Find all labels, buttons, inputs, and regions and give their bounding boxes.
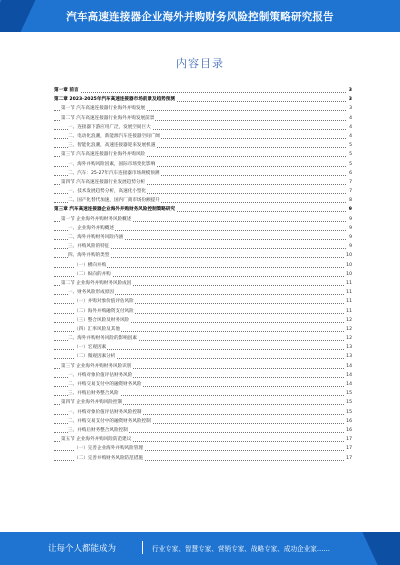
toc-entry-label: 第四节 汽车高速连接器行业发展趋势分析	[61, 179, 146, 185]
toc-entry[interactable]	[54, 242, 352, 251]
toc-entry-label: 三、并购风险的特征	[68, 244, 110, 250]
toc-entry[interactable]	[54, 205, 352, 214]
toc-entry-label: 四、海外并购的类型	[68, 253, 110, 259]
table-of-contents	[54, 86, 352, 463]
toc-entry[interactable]	[54, 95, 352, 104]
toc-entry-page: 11	[345, 279, 352, 288]
toc-entry-page: 8	[348, 196, 352, 205]
toc-entry-page: 4	[348, 132, 352, 141]
toc-entry-label: 第三节 汽车高速连接器行业海外并购风险	[61, 152, 146, 158]
footer-slogan: 让每个人都能成为	[48, 544, 117, 554]
toc-entry-page: 14	[345, 371, 352, 380]
toc-entry[interactable]	[54, 288, 352, 297]
report-title: 汽车高速连接器企业海外并购财务风险控制策略研究报告	[66, 11, 334, 23]
toc-entry[interactable]	[54, 150, 352, 159]
toc-entry-page: 9	[348, 215, 352, 224]
toc-entry-label: 三、并购后财务整合风险	[68, 391, 119, 397]
toc-entry-page: 12	[345, 316, 352, 325]
toc-entry-label: 第三节 企业海外并购财务风险识别	[61, 363, 132, 369]
toc-entry-page: 9	[348, 233, 352, 242]
toc-entry-label: （三）整合风险及财务风险	[74, 317, 130, 323]
toc-entry-page: 4	[348, 114, 352, 123]
toc-entry[interactable]	[54, 104, 352, 113]
toc-entry-page: 16	[345, 426, 352, 435]
toc-entry[interactable]	[54, 224, 352, 233]
toc-entry-page: 11	[345, 307, 352, 316]
toc-entry-page: 17	[345, 435, 352, 444]
toc-entry-page: 3	[348, 86, 352, 95]
toc-entry[interactable]	[54, 334, 352, 343]
toc-entry-label: （一）宏观因素	[74, 345, 107, 351]
toc-entry[interactable]	[54, 196, 352, 205]
toc-entry-page: 16	[345, 417, 352, 426]
toc-entry-label: （二）海外并购融资支付风险	[74, 308, 134, 314]
toc-entry[interactable]	[54, 380, 352, 389]
toc-entry[interactable]	[54, 169, 352, 178]
toc-entry[interactable]	[54, 215, 352, 224]
toc-entry-page: 10	[345, 261, 352, 270]
toc-entry[interactable]	[54, 343, 352, 352]
toc-entry-page: 5	[348, 141, 352, 150]
toc-entry[interactable]	[54, 352, 352, 361]
toc-entry[interactable]	[54, 362, 352, 371]
toc-entry-label: 第三章 汽车高速连接器企业海外并购财务风险控制策略研究	[54, 207, 176, 213]
toc-entry-label: 一、财务风险形成原因	[68, 290, 114, 296]
toc-entry-label: 一、并购对象价值评估财务风险控制	[68, 409, 142, 415]
toc-entry-page: 13	[345, 352, 352, 361]
toc-entry-page: 15	[345, 389, 352, 398]
toc-leader-dots	[54, 92, 346, 93]
toc-entry-label: 第一章 前言	[54, 88, 79, 93]
toc-heading: 内容目录	[176, 57, 224, 70]
toc-entry[interactable]	[54, 132, 352, 141]
toc-entry-label: 二、海外并购财务风险的影响因素	[68, 336, 137, 342]
toc-entry-label: 二、国产化替代加速，国内厂商市场份额提升	[68, 198, 160, 204]
toc-entry-label: 二、并购交易支付中的融资财务风险	[68, 382, 142, 387]
toc-entry[interactable]	[54, 233, 352, 242]
toc-entry[interactable]	[54, 86, 352, 95]
toc-entry-label: 三、智能化浪潮，高速连接器迎来发展机遇	[68, 143, 156, 149]
toc-entry-page: 6	[348, 169, 352, 178]
toc-entry-page: 11	[345, 288, 352, 297]
report-footer-bar	[0, 532, 400, 565]
toc-entry[interactable]	[54, 297, 352, 306]
toc-entry-label: 第二章 2023-2025年汽车高速连接器市场前景及趋势预测	[54, 97, 175, 103]
toc-entry-label: 第一节 汽车高速连接器行业海外并购发展	[61, 106, 146, 112]
toc-entry[interactable]	[54, 251, 352, 260]
toc-entry-label: （一）并购对象价值评估风险	[74, 299, 134, 305]
toc-entry-page: 11	[345, 297, 352, 306]
toc-entry-page: 9	[348, 224, 352, 233]
toc-entry-label: 第五节 企业海外并购风险防范建议	[61, 437, 132, 443]
toc-entry[interactable]	[54, 417, 352, 426]
toc-entry-label: 第四节 企业海外并购风险控制	[61, 400, 123, 406]
toc-entry[interactable]	[54, 454, 352, 463]
toc-entry-page: 14	[345, 362, 352, 371]
toc-entry-label: 二、电动化浪潮，新能源汽车连接器空间广阔	[68, 133, 160, 139]
footer-divider	[142, 541, 143, 554]
toc-entry-label: （二）微观因素分析	[74, 354, 116, 360]
toc-entry[interactable]	[54, 435, 352, 444]
toc-entry-label: 一、海外并购风险因素，国际市场变化影响	[68, 161, 156, 167]
toc-entry[interactable]	[54, 307, 352, 316]
toc-entry-page: 13	[345, 343, 352, 352]
toc-entry-label: 二、并购交易支付中的融资财务风险控制	[68, 418, 151, 424]
toc-entry[interactable]	[54, 389, 352, 398]
toc-entry-label: （四）汇率风险及其他	[74, 326, 120, 332]
footer-tagline: 行业专家、智慧专家、营销专家、战略专家、成功企业家……	[152, 545, 331, 553]
toc-entry[interactable]	[54, 261, 352, 270]
toc-entry[interactable]	[54, 270, 352, 279]
toc-entry-label: （一）完善企业海外并购风险管理	[74, 446, 143, 452]
toc-entry-page: 14	[345, 380, 352, 389]
toc-entry-label: 三、并购后财务整合风险控制	[68, 427, 128, 433]
toc-entry-label: （一）横向并购	[74, 262, 107, 268]
toc-entry-page: 17	[345, 444, 352, 453]
toc-entry-label: 第二节 汽车高速连接器行业海外并购发展前景	[61, 115, 155, 121]
toc-entry-page: 4	[348, 123, 352, 132]
toc-entry-label: 二、汽车：25-27年汽车连接器市场规模预测	[68, 170, 160, 176]
toc-entry-page: 15	[345, 408, 352, 417]
toc-entry[interactable]	[54, 444, 352, 453]
report-header-bar	[0, 0, 400, 32]
toc-entry-label: 一、企业海外并购概述	[68, 225, 114, 231]
toc-entry-label: 一、技术发展趋势分析，高速化小型化	[68, 189, 147, 195]
toc-entry-page: 7	[348, 178, 352, 187]
toc-entry[interactable]	[54, 316, 352, 325]
toc-entry[interactable]	[54, 426, 352, 435]
toc-entry[interactable]	[54, 398, 352, 407]
toc-entry[interactable]	[54, 123, 352, 132]
toc-entry-page: 9	[348, 242, 352, 251]
toc-entry-page: 3	[348, 104, 352, 113]
toc-entry[interactable]	[54, 141, 352, 150]
toc-entry[interactable]	[54, 279, 352, 288]
toc-entry-page: 9	[348, 205, 352, 214]
toc-entry-label: 第二节 企业海外并购财务风险成因	[61, 280, 132, 286]
toc-entry[interactable]	[54, 178, 352, 187]
toc-entry-page: 5	[348, 150, 352, 159]
toc-entry-page: 7	[348, 187, 352, 196]
toc-entry-page: 10	[345, 251, 352, 260]
toc-entry-label: （二）完善并购财务风险防范措施	[74, 455, 143, 461]
toc-entry[interactable]	[54, 371, 352, 380]
toc-entry[interactable]	[54, 325, 352, 334]
toc-entry-label: 一、并购对象价值评估财务风险	[68, 372, 133, 378]
toc-entry-label: 一、连接器下游应用广泛，发展空间巨大	[68, 124, 151, 130]
toc-entry-page: 3	[348, 95, 352, 104]
toc-entry-label: （二）纵向的并购	[74, 271, 111, 277]
toc-entry-page: 17	[345, 454, 352, 463]
toc-entry-page: 12	[345, 334, 352, 343]
toc-entry[interactable]	[54, 160, 352, 169]
toc-entry[interactable]	[54, 187, 352, 196]
toc-entry-page: 15	[345, 398, 352, 407]
toc-entry[interactable]	[54, 408, 352, 417]
toc-entry-page: 5	[348, 160, 352, 169]
toc-entry-page: 12	[345, 325, 352, 334]
toc-entry[interactable]	[54, 114, 352, 123]
toc-entry-page: 10	[345, 270, 352, 279]
footer-accent-stripe	[362, 532, 400, 565]
toc-entry-label: 第一节 企业海外并购财务风险概述	[61, 216, 132, 222]
toc-entry-label: 二、海外并购财务风险内涵	[68, 235, 124, 240]
